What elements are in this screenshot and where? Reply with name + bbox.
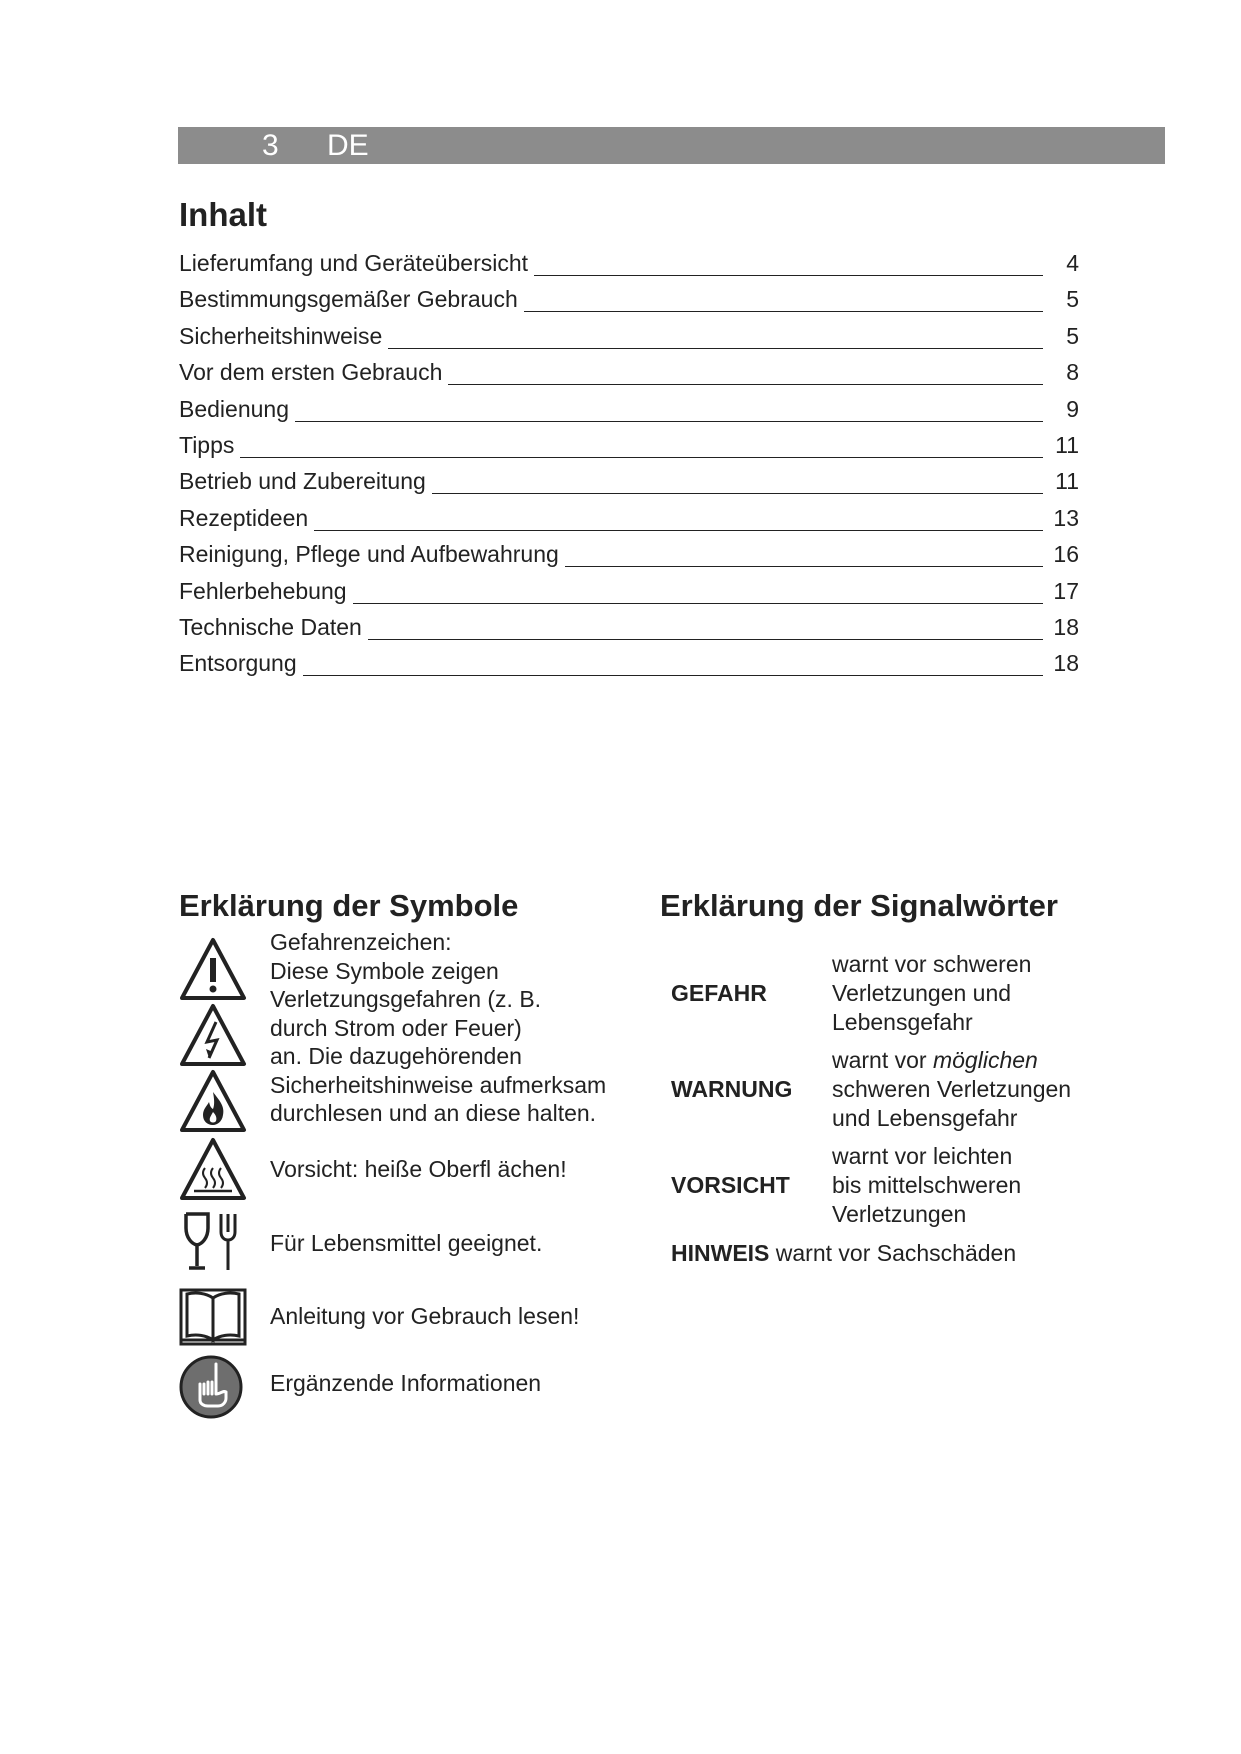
toc-entry	[179, 503, 1079, 539]
signal-vorsicht-description: warnt vor leichten bis mittelschweren Verletzungen	[832, 1143, 1022, 1227]
signal-hinweis-description: warnt vor Sachschäden	[775, 1240, 1017, 1266]
read-manual-text: Anleitung vor Gebrauch lesen!	[270, 1303, 580, 1329]
toc-entry-label: Fehlerbehebung	[179, 576, 353, 606]
toc-entry-label: Betrieb und Zubereitung	[179, 466, 432, 496]
toc-entry-label: Bestimmungsgemäßer Gebrauch	[179, 284, 524, 314]
toc-entry-page: 11	[1055, 431, 1079, 458]
read-manual-icon	[178, 1284, 248, 1348]
food-safe-text: Für Lebensmittel geeignet.	[270, 1230, 543, 1256]
toc-entry	[179, 576, 1079, 612]
signal-hinweis-line	[671, 1240, 1016, 1267]
page-header-bar	[178, 127, 1165, 164]
toc-entry	[179, 284, 1079, 320]
toc-entry	[179, 430, 1079, 466]
toc-entry-page: 17	[1053, 577, 1079, 604]
toc-entry-page: 13	[1053, 504, 1079, 531]
table-of-contents	[179, 248, 1079, 685]
info-hand-icon	[178, 1354, 248, 1420]
language-code: DE	[327, 129, 369, 162]
toc-entry-page: 18	[1053, 613, 1079, 640]
toc-entry-label: Technische Daten	[179, 612, 368, 642]
toc-entry	[179, 357, 1079, 393]
toc-entry	[179, 612, 1079, 648]
signal-word-vorsicht: VORSICHT	[671, 1172, 790, 1198]
toc-title: Inhalt	[179, 196, 267, 233]
toc-entry-label: Bedienung	[179, 394, 295, 424]
signal-word-hinweis: HINWEIS	[671, 1240, 770, 1266]
warning-triangle-icon	[178, 936, 248, 1002]
fire-hazard-icon	[178, 1068, 248, 1134]
toc-entry-page: 11	[1055, 468, 1079, 495]
toc-entry-page: 18	[1053, 650, 1079, 677]
signal-warnung-description: warnt vor möglichen schweren Verletzungen und Lebensgefahr	[832, 1047, 1072, 1131]
danger-signs-description: Gefahrenzeichen: Diese Symbole zeigen Verletzungsgefahren (z. B. durch Strom oder Feuer) an. Die dazugehörenden Sicherheitshinweise aufmerksam durchlesen und an diese halten.	[270, 929, 607, 1126]
signal-word-warnung: WARNUNG	[671, 1076, 793, 1102]
toc-entry-page: 9	[1066, 395, 1079, 422]
toc-entry-page: 5	[1066, 286, 1079, 313]
food-safe-icon	[178, 1210, 248, 1274]
page-number: 3	[262, 129, 279, 162]
electric-hazard-icon	[178, 1002, 248, 1068]
toc-entry-label: Reinigung, Pflege und Aufbewahrung	[179, 539, 565, 569]
toc-leader-line	[179, 675, 1043, 676]
additional-info-text: Ergänzende Informationen	[270, 1370, 542, 1396]
signal-gefahr-description: warnt vor schweren Verletzungen und Lebensgefahr	[832, 951, 1032, 1035]
toc-entry	[179, 539, 1079, 575]
toc-entry-label: Vor dem ersten Gebrauch	[179, 357, 448, 387]
toc-leader-line	[179, 457, 1043, 458]
toc-entry-label: Sicherheitshinweise	[179, 321, 388, 351]
toc-entry-page: 4	[1066, 250, 1079, 276]
toc-entry-page: 16	[1053, 541, 1079, 568]
toc-entry	[179, 321, 1079, 357]
toc-entry	[179, 248, 1079, 284]
toc-entry-page: 8	[1066, 359, 1079, 386]
toc-entry	[179, 394, 1079, 430]
hot-surface-text: Vorsicht: heiße Oberfl ächen!	[270, 1156, 567, 1182]
toc-entry	[179, 648, 1079, 684]
symbols-title: Erklärung der Symbole	[179, 888, 519, 923]
toc-entry-label: Entsorgung	[179, 648, 303, 678]
hot-surface-icon	[178, 1136, 248, 1202]
toc-entry	[179, 466, 1079, 502]
toc-entry-label: Lieferumfang und Geräteübersicht	[179, 248, 534, 278]
toc-entry-label: Tipps	[179, 430, 240, 460]
signal-words-title: Erklärung der Signalwörter	[660, 888, 1058, 923]
toc-entry-page: 5	[1066, 322, 1079, 349]
toc-leader-line	[179, 421, 1043, 422]
toc-entry-label: Rezeptideen	[179, 503, 314, 533]
signal-word-gefahr: GEFAHR	[671, 980, 767, 1006]
